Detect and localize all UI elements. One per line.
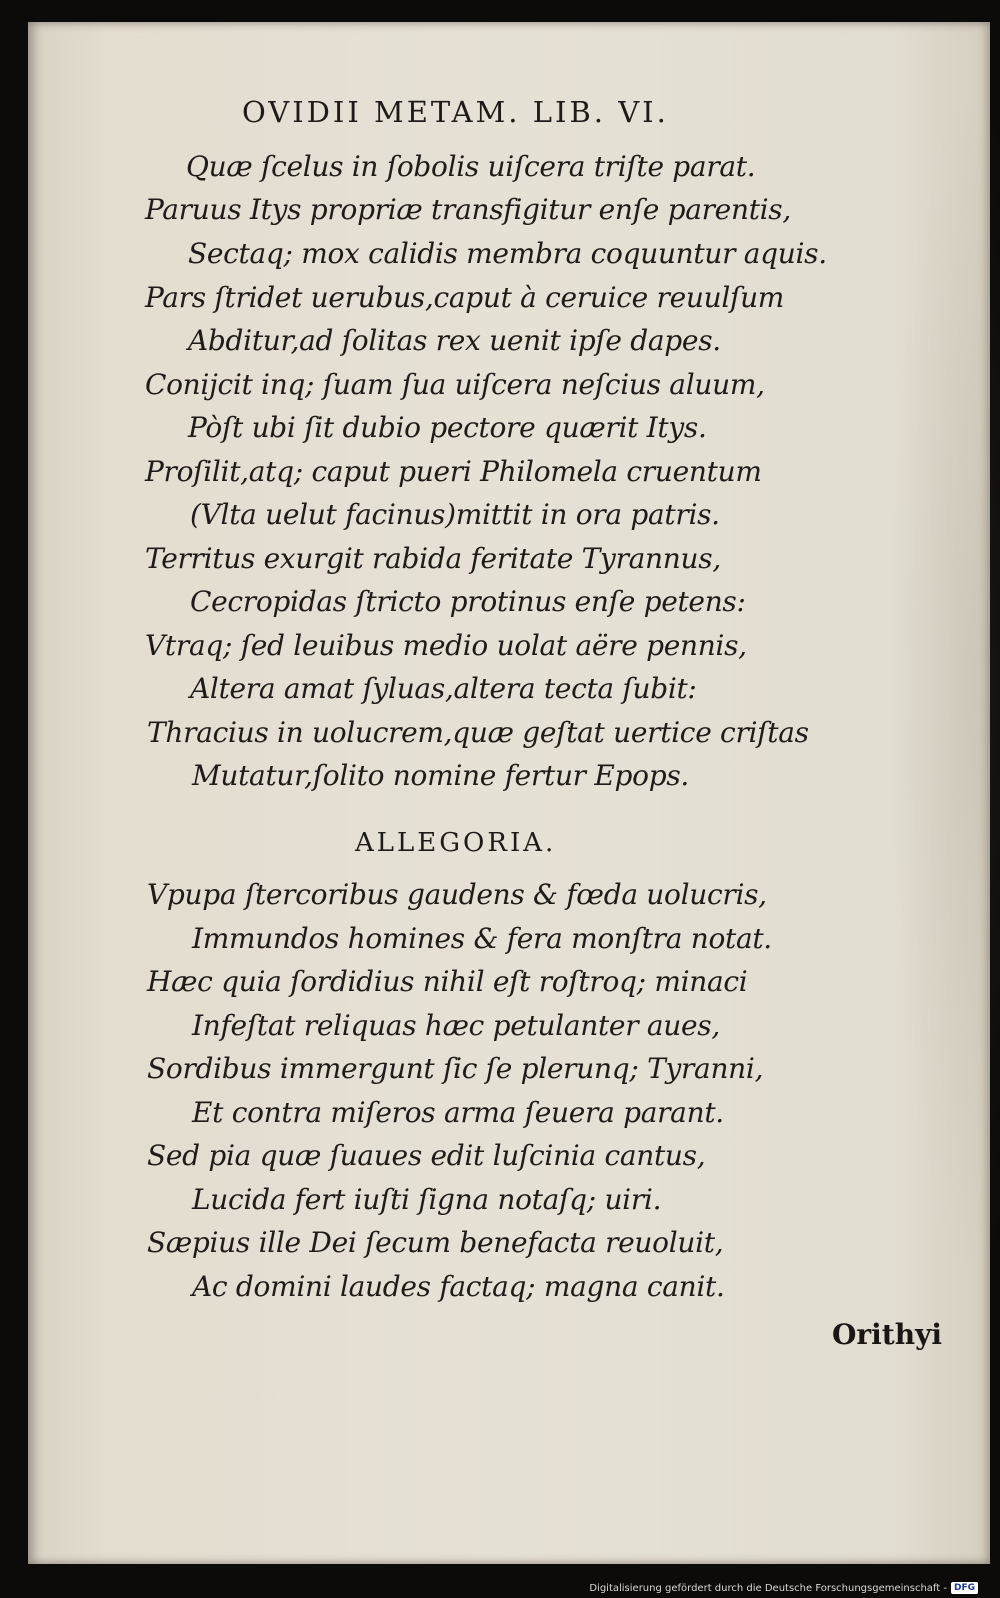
section-title: ALLEGORIA. [355, 828, 557, 858]
show-through-shadow [888, 82, 1000, 1282]
poem-line: (Vlta uelut facinus)mittit in ora patris. [190, 498, 720, 531]
poem-line: Paruus Itys propriæ transfigitur enſe parentis, [145, 193, 791, 226]
running-header: OVIDII METAM. LIB. VI. [242, 95, 669, 129]
poem-line: Proſilit,atq; caput pueri Philomela cruentum [145, 455, 762, 488]
poem-line: Sectaq; mox calidis membra coquuntur aquis. [188, 237, 827, 270]
allegoria-line: Ac domini laudes factaq; magna canit. [192, 1270, 725, 1303]
poem-line: Quæ ſcelus in ſobolis uiſcera triſte parat. [186, 150, 756, 183]
allegoria-line: Sed pia quæ ſuaues edit luſcinia cantus, [147, 1139, 706, 1172]
dfg-logo-icon: DFG [951, 1582, 978, 1594]
poem-line: Conijcit inq; ſuam ſua uiſcera neſcius aluum, [145, 368, 765, 401]
poem-line: Altera amat ſyluas,altera tecta ſubit: [190, 672, 697, 705]
poem-line: Mutatur,ſolito nomine fertur Epops. [192, 759, 689, 792]
allegoria-line: Vpupa ſtercoribus gaudens & fœda uolucris, [147, 878, 767, 911]
poem-line: Abditur,ad ſolitas rex uenit ipſe dapes. [188, 324, 721, 357]
allegoria-line: Sordibus immergunt ſic ſe plerunq; Tyranni, [147, 1052, 764, 1085]
catchword: Orithyi [832, 1318, 942, 1351]
allegoria-line: Sæpius ille Dei ſecum benefacta reuoluit, [147, 1226, 724, 1259]
poem-line: Pòſt ubi ſit dubio pectore quærit Itys. [188, 411, 707, 444]
credit-text: Digitalisierung gefördert durch die Deutsche Forschungsgemeinschaft - [589, 1582, 947, 1594]
poem-line: Territus exurgit rabida feritate Tyrannus, [145, 542, 721, 575]
allegoria-line: Hæc quia ſordidius nihil eſt roſtroq; minaci [147, 965, 748, 998]
allegoria-line: Immundos homines & fera monſtra notat. [192, 922, 772, 955]
poem-line: Cecropidas ſtricto protinus enſe petens: [190, 585, 746, 618]
poem-line: Thracius in uolucrem,quæ geſtat uertice criſtas [147, 716, 809, 749]
allegoria-line: Et contra miſeros arma ſeuera parant. [192, 1096, 724, 1129]
allegoria-line: Infeſtat reliquas hæc petulanter aues, [192, 1009, 720, 1042]
allegoria-line: Lucida fert iuſti ſigna notaſq; uiri. [192, 1183, 662, 1216]
poem-line: Pars ſtridet uerubus,caput à ceruice reuulſum [145, 281, 785, 314]
poem-line: Vtraq; ſed leuibus medio uolat aëre pennis, [145, 629, 747, 662]
digitization-credit [589, 1582, 978, 1594]
